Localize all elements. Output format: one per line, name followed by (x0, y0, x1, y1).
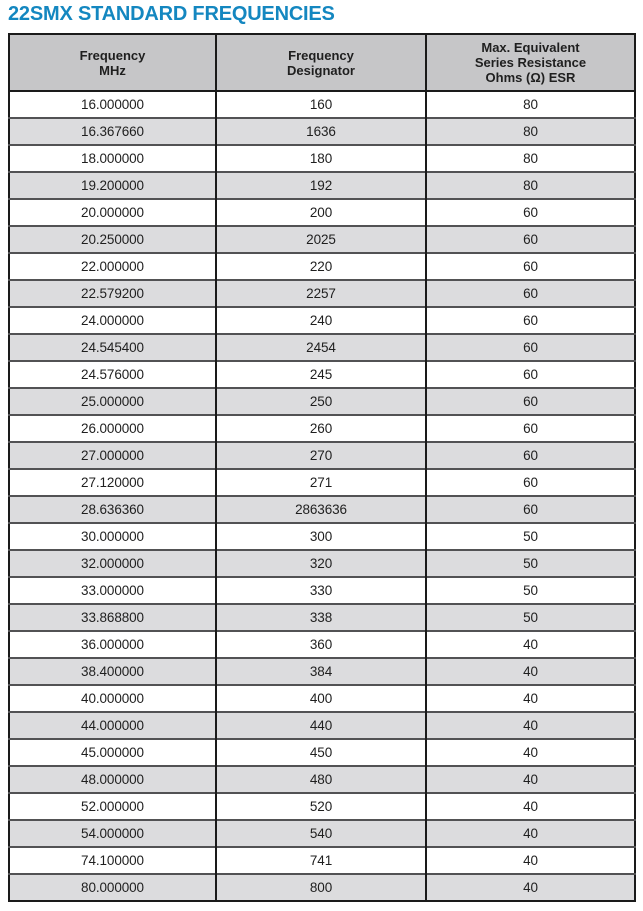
cell-frequency-designator: 270 (216, 442, 426, 469)
cell-frequency-designator: 2257 (216, 280, 426, 307)
col-header-frequency-mhz: Frequency MHz (9, 34, 216, 91)
table-row (9, 388, 635, 415)
cell-max-esr: 60 (426, 361, 635, 388)
cell-frequency-designator: 220 (216, 253, 426, 280)
table-row (9, 415, 635, 442)
cell-frequency-mhz: 44.000000 (9, 712, 216, 739)
cell-frequency-designator: 2454 (216, 334, 426, 361)
cell-frequency-designator: 480 (216, 766, 426, 793)
cell-frequency-mhz: 20.250000 (9, 226, 216, 253)
table-row (9, 685, 635, 712)
cell-frequency-mhz: 18.000000 (9, 145, 216, 172)
cell-frequency-designator: 741 (216, 847, 426, 874)
cell-frequency-mhz: 27.120000 (9, 469, 216, 496)
table-row (9, 172, 635, 199)
cell-max-esr: 40 (426, 847, 635, 874)
cell-frequency-designator: 180 (216, 145, 426, 172)
cell-max-esr: 60 (426, 469, 635, 496)
cell-frequency-mhz: 80.000000 (9, 874, 216, 901)
cell-frequency-designator: 192 (216, 172, 426, 199)
table-row (9, 199, 635, 226)
cell-frequency-mhz: 45.000000 (9, 739, 216, 766)
cell-frequency-designator: 260 (216, 415, 426, 442)
cell-frequency-designator: 400 (216, 685, 426, 712)
cell-frequency-designator: 360 (216, 631, 426, 658)
cell-frequency-mhz: 40.000000 (9, 685, 216, 712)
cell-max-esr: 80 (426, 145, 635, 172)
table-row (9, 631, 635, 658)
cell-frequency-mhz: 38.400000 (9, 658, 216, 685)
cell-frequency-designator: 160 (216, 91, 426, 118)
table-row (9, 793, 635, 820)
cell-frequency-mhz: 16.367660 (9, 118, 216, 145)
table-header-row (9, 34, 635, 91)
table-row (9, 307, 635, 334)
col-header-frequency-designator: Frequency Designator (216, 34, 426, 91)
table-row (9, 334, 635, 361)
cell-frequency-mhz: 36.000000 (9, 631, 216, 658)
cell-max-esr: 60 (426, 334, 635, 361)
cell-frequency-mhz: 24.000000 (9, 307, 216, 334)
table-row (9, 469, 635, 496)
cell-frequency-mhz: 52.000000 (9, 793, 216, 820)
table-row (9, 712, 635, 739)
cell-frequency-designator: 250 (216, 388, 426, 415)
cell-max-esr: 60 (426, 415, 635, 442)
cell-frequency-designator: 520 (216, 793, 426, 820)
cell-frequency-designator: 330 (216, 577, 426, 604)
cell-max-esr: 40 (426, 712, 635, 739)
cell-frequency-designator: 440 (216, 712, 426, 739)
cell-frequency-mhz: 24.576000 (9, 361, 216, 388)
table-row (9, 91, 635, 118)
cell-frequency-mhz: 33.000000 (9, 577, 216, 604)
cell-frequency-designator: 200 (216, 199, 426, 226)
cell-frequency-mhz: 33.868800 (9, 604, 216, 631)
cell-frequency-mhz: 25.000000 (9, 388, 216, 415)
table-row (9, 847, 635, 874)
cell-max-esr: 40 (426, 820, 635, 847)
cell-max-esr: 40 (426, 631, 635, 658)
cell-max-esr: 50 (426, 550, 635, 577)
table-row (9, 496, 635, 523)
cell-frequency-mhz: 24.545400 (9, 334, 216, 361)
cell-max-esr: 80 (426, 172, 635, 199)
cell-max-esr: 40 (426, 793, 635, 820)
cell-max-esr: 60 (426, 388, 635, 415)
table-row (9, 577, 635, 604)
cell-max-esr: 60 (426, 199, 635, 226)
cell-frequency-designator: 800 (216, 874, 426, 901)
cell-max-esr: 50 (426, 604, 635, 631)
cell-frequency-mhz: 48.000000 (9, 766, 216, 793)
cell-frequency-mhz: 27.000000 (9, 442, 216, 469)
cell-frequency-mhz: 54.000000 (9, 820, 216, 847)
cell-max-esr: 40 (426, 874, 635, 901)
table-row (9, 253, 635, 280)
cell-max-esr: 80 (426, 118, 635, 145)
cell-frequency-designator: 245 (216, 361, 426, 388)
cell-frequency-mhz: 22.579200 (9, 280, 216, 307)
cell-frequency-mhz: 30.000000 (9, 523, 216, 550)
cell-max-esr: 40 (426, 658, 635, 685)
table-row (9, 604, 635, 631)
cell-frequency-designator: 271 (216, 469, 426, 496)
cell-frequency-mhz: 74.100000 (9, 847, 216, 874)
cell-max-esr: 40 (426, 739, 635, 766)
table-row (9, 874, 635, 901)
cell-max-esr: 60 (426, 496, 635, 523)
cell-frequency-designator: 2025 (216, 226, 426, 253)
cell-max-esr: 50 (426, 577, 635, 604)
cell-max-esr: 40 (426, 766, 635, 793)
cell-frequency-designator: 2863636 (216, 496, 426, 523)
cell-frequency-designator: 320 (216, 550, 426, 577)
table-row (9, 280, 635, 307)
table-row (9, 145, 635, 172)
cell-frequency-designator: 540 (216, 820, 426, 847)
table-row (9, 118, 635, 145)
cell-max-esr: 80 (426, 91, 635, 118)
table-header (9, 34, 635, 91)
page-title: 22SMX STANDARD FREQUENCIES (8, 3, 335, 25)
cell-max-esr: 60 (426, 442, 635, 469)
cell-max-esr: 60 (426, 226, 635, 253)
cell-frequency-mhz: 26.000000 (9, 415, 216, 442)
cell-frequency-designator: 300 (216, 523, 426, 550)
cell-frequency-mhz: 28.636360 (9, 496, 216, 523)
cell-max-esr: 60 (426, 307, 635, 334)
table-row (9, 739, 635, 766)
cell-frequency-mhz: 32.000000 (9, 550, 216, 577)
cell-max-esr: 40 (426, 685, 635, 712)
cell-max-esr: 60 (426, 253, 635, 280)
cell-frequency-mhz: 20.000000 (9, 199, 216, 226)
cell-frequency-designator: 450 (216, 739, 426, 766)
col-header-max-esr: Max. Equivalent Series Resistance Ohms (Ω) ESR (426, 34, 635, 91)
cell-frequency-designator: 1636 (216, 118, 426, 145)
cell-max-esr: 50 (426, 523, 635, 550)
cell-frequency-designator: 384 (216, 658, 426, 685)
cell-frequency-mhz: 16.000000 (9, 91, 216, 118)
table-row (9, 658, 635, 685)
table-row (9, 361, 635, 388)
table-row (9, 550, 635, 577)
cell-frequency-mhz: 19.200000 (9, 172, 216, 199)
cell-max-esr: 60 (426, 280, 635, 307)
table-row (9, 766, 635, 793)
table-row (9, 442, 635, 469)
table-row (9, 523, 635, 550)
cell-frequency-mhz: 22.000000 (9, 253, 216, 280)
cell-frequency-designator: 240 (216, 307, 426, 334)
cell-frequency-designator: 338 (216, 604, 426, 631)
standard-frequencies-table (8, 33, 636, 902)
table-row (9, 226, 635, 253)
table-row (9, 820, 635, 847)
